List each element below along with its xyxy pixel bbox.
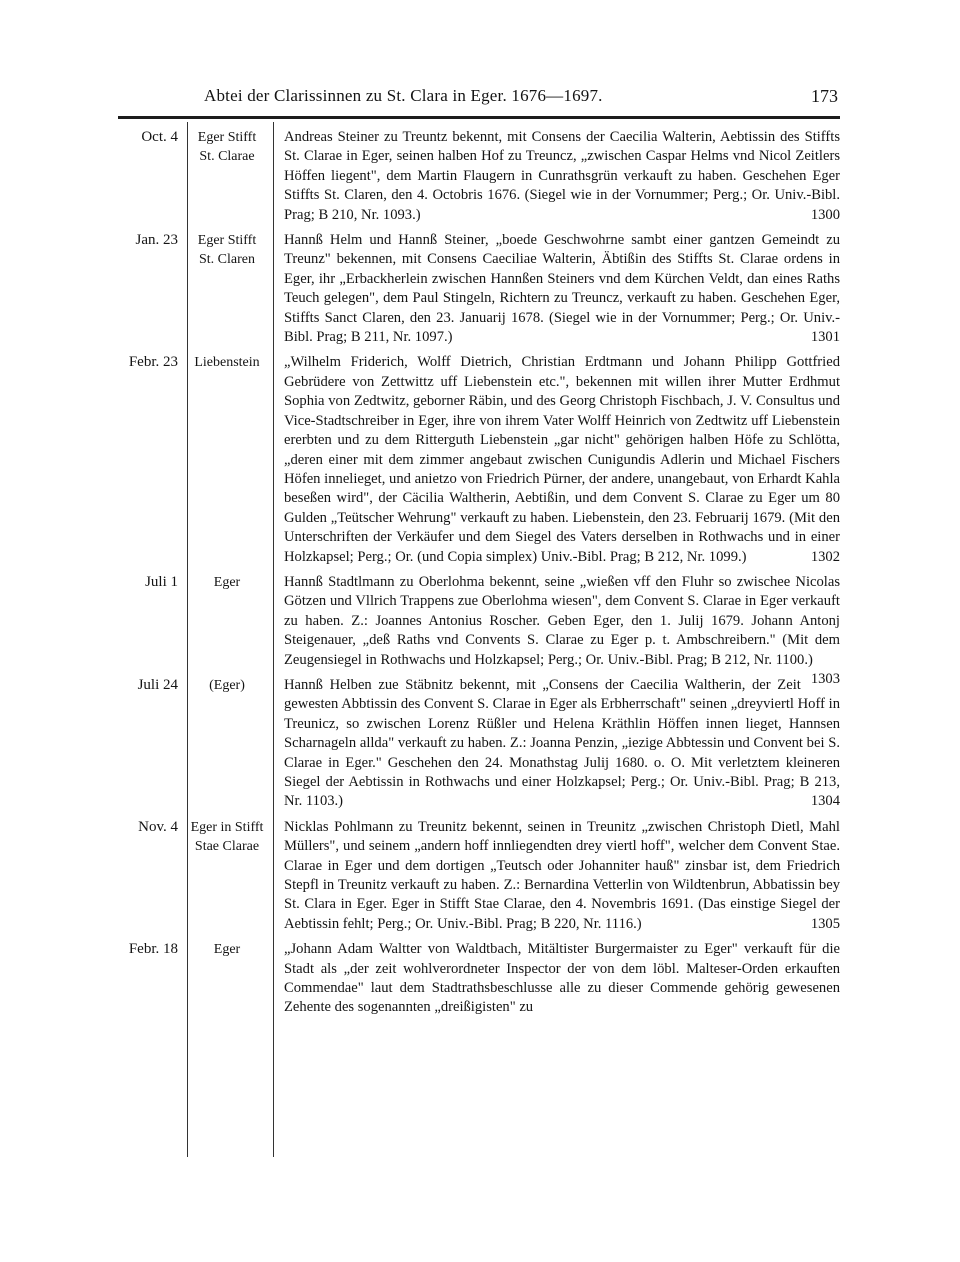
entry-place: [188, 818, 266, 856]
entry-place-line: St. Clarae: [199, 149, 255, 164]
entry-place: [188, 940, 266, 959]
entry-date: Jan. 23: [135, 232, 178, 249]
entry-text: [284, 353, 840, 566]
entry-1301: [118, 231, 840, 347]
entry-date: Oct. 4: [141, 129, 178, 145]
entry-place: [188, 128, 266, 166]
page-number: 173: [811, 86, 838, 106]
entry-1304: [118, 676, 840, 812]
entry-date: Juli 24: [137, 676, 178, 693]
entry-number: 1304: [810, 793, 840, 810]
header-rule: [118, 116, 840, 119]
entry-1302: [118, 353, 840, 566]
entry-number: 1300: [810, 206, 840, 223]
entry-place: [188, 231, 266, 269]
entry-body: Hannß Helben zue Stäbnitz bekennt, mit „Consens der Caecilia Waltherin, der Zeit gewesten Abbtissin des Convent S. Clarae in Eger als Erbherrschaft" seinen „dreyviertl Hoff in Treunicz, so zwischen Lorenz Rüßler und Helena Kräthlin Höffen innen lieget, Hannsen Scharnageln allda" verkauft zu haben. Z.: Joanna Penzin, „iezige Abbtessin und Convent bei S. Clarae in Eger." Geschehen den 24. Monathstag Julij 1680. o. O. Mit verletztem kleineren Siegel der Aebtissin in Rothwachs und einer Holzkapsel; Perg.; Or. Univ.-Bibl. Prag; B 213, Nr. 1103.): [284, 676, 840, 810]
entry-body: „Wilhelm Friderich, Wolff Dietrich, Christian Erdtmann und Johann Philipp Gottfried Gebrüdere von Zettwittz uff Liebenstein etc.", bekennen mit willen ihrer Mutter Erdhmut Sophia von Zedtwitz, geborner Räbin, und des Georg Christoph Fischbach, J. V. Consultus und Vice-Stadtschreiber in Eger, ihre von ihrem Vater Wolff Heinrich von Zedtwitz uff Liebenstein ererbten und zu dem Ritterguth Liebenstein „gar nicht" gehörigen halben Höfe zu Schlötta, „deren einer mit dem zimmer angebaut zwischen Cunigundis Adlerin und Michael Fischers Höfen innelieget, und anietzo von Friedrich Pürner, der andere, unangebaut, von Erhardt Kahla beseßen wird", der Cäcilia Waltherin, Aebtißin, und dem Convent S. Clarae zu Eger um 80 Gulden „Teütscher Wehrung" verkauft zu haben. Liebenstein, den 23. Februarij 1679. (Mit den Unterschriften der Verkäufer und dem Siegel des Vaters derselben in Rothwachs und in einer Holzkapsel; Perg.; Or. (und Copia simplex) Univ.-Bibl. Prag; B 212, Nr. 1099.): [284, 354, 840, 565]
page-header: [118, 86, 840, 116]
entry-place-line: (Eger): [209, 677, 245, 693]
entry-text: [284, 128, 840, 225]
entry-text: [284, 818, 840, 934]
entry-text: [284, 573, 840, 687]
entry-place-line: Eger in Stifft: [190, 819, 264, 835]
entry-1305: [118, 818, 840, 934]
entries-list: [118, 128, 840, 1024]
entry-place-line: Liebenstein: [194, 355, 260, 371]
entry-place-line: St. Claren: [199, 252, 255, 268]
entry-body: Hannß Helm und Hannß Steiner, „boede Geschwohrne sambt einer gantzen Gemeindt zu Treunz" bekennen, mit Consens Caeciliae Walterin, Äbtißin des Stiffts St. Clarae ordens in Eger, ihr „Erbackherlein zwischen Hannßen Steiners vnd dem Kürchen Veldt, dan eines Raths Teuch gelegen", dem Paul Stingeln, Richtern zu Treuncz, verkauft zu haben. Geschehen Eger, Stiffts Sanct Claren, den 23. Januarij 1678. (Siegel wie in der Vornummer; Perg.; Or. Univ.-Bibl. Prag; B 211, Nr. 1097.): [284, 232, 840, 346]
entry-text: [284, 676, 840, 812]
entry-place-line: Eger Stifft: [197, 233, 257, 249]
entry-place-line: Eger Stifft: [197, 130, 257, 145]
entry-place: [188, 353, 266, 372]
entry-text: [284, 940, 840, 1018]
entry-number: 1301: [810, 329, 840, 346]
entry-number: 1302: [810, 548, 840, 565]
entry-number: 1305: [810, 915, 840, 932]
entry-place-line: Eger: [213, 574, 241, 590]
entry-1306-continued: [118, 940, 840, 1018]
entry-date: Nov. 4: [138, 818, 178, 835]
entry-1300: [118, 128, 840, 225]
entry-place-line: Eger: [213, 942, 241, 958]
entry-number: 1303: [810, 670, 840, 687]
entry-date: Juli 1: [145, 573, 178, 590]
entry-place-line: Stae Clarae: [194, 838, 260, 854]
entry-body: Hannß Stadtlmann zu Oberlohma bekennt, seine „wießen vff den Fluhr so zwischee Nicolas Götzen und Vllrich Trappens zue Oberlohma wiesen", dem Convent S. Clarae in Eger verkauft zu haben. Z.: Joannes Antonius Roscher. Geben Eger, den 1. Julij 1679. Johann Antonj Steigenauer, „deß Raths vnd Convents S. Clarae zu Eger p. t. Ambschreibern." (Mit dem Zeugensiegel in Rothwachs und Holzkapsel; Perg.; Or. Univ.-Bibl. Prag; B 212, Nr. 1100.): [284, 573, 840, 668]
entry-body: Nicklas Pohlmann zu Treunitz bekennt, seinen in Treunitz „zwischen Christoph Dietl, Mahl Müllers", und seinem „andern hoff innliegendten drey viertl hoff", welcher dem Convent Stae. Clarae in Eger und dem dortigen „Teutsch oder Johanniter hauß" zinsbar ist, dem Friedrich Stepfl in Treunitz verkauft zu haben. Z.: Bernardina Vetterlin von Wildtenbrun, Abbatissin bey St. Clara in Eger. Eger in Stifft Stae Clarae, den 4. Novembris 1691. (Das einstige Siegel der Aebtissin fehlt; Perg.; Or. Univ.-Bibl. Prag; B 220, Nr. 1116.): [284, 818, 840, 932]
entry-body: Andreas Steiner zu Treuntz bekennt, mit Consens der Caecilia Walterin, Aebtissin des Stiffts St. Clarae in Eger, seinen halben Hof zu Treuncz, „zwischen Caspar Helms vnd Nicol Zeitlers Höffen liegent", dem Martin Flaugern in Cunrathsgrün verkauft zu haben. Geschehen Eger Stiffts St. Claren, den 4. Octobris 1676. (Siegel wie in der Vornummer; Perg.; Or. Univ.-Bibl. Prag; B 210, Nr. 1093.): [284, 129, 840, 223]
entry-date: Febr. 18: [128, 941, 178, 958]
entry-body: „Johann Adam Waltter von Waldtbach, Mitältister Burgermaister zu Eger" verkauft für die Stadt als „der zeit wohlverordneter Inspector der von dem löbl. Malteser-Orden erkauften Commendae" laut dem Stadtrathsbeschlusse alle zu dieser Commende gehörig gewesenen Zehente des sogenannten „dreißigisten" zu: [284, 941, 840, 1016]
entry-date: Febr. 23: [128, 354, 178, 371]
entry-text: [284, 231, 840, 347]
running-title: Abtei der Clarissinnen zu St. Clara in Eger. 1676—1697.: [204, 86, 603, 105]
entry-place: [188, 676, 266, 695]
entry-place: [188, 573, 266, 592]
